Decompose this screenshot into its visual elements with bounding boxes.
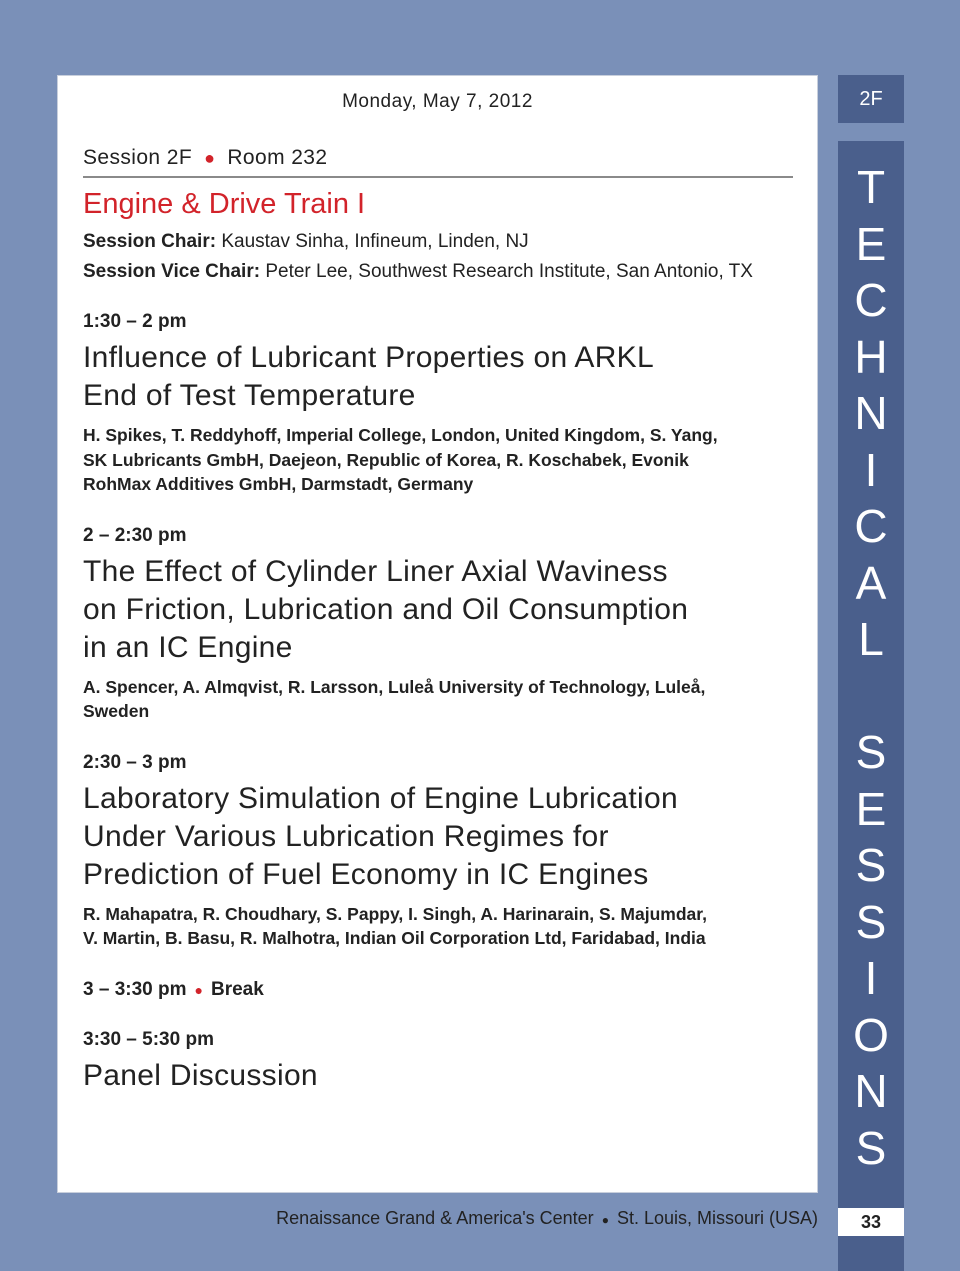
author-line: R. Mahapatra, R. Choudhary, S. Pappy, I. Singh, A. Harinarain, S. Majumdar, xyxy=(83,903,707,924)
session-vice-chair xyxy=(83,261,793,283)
bullet-icon: ● xyxy=(601,1213,609,1227)
bullet-icon: ● xyxy=(204,148,216,168)
sidebar-technical-sessions xyxy=(838,159,904,1176)
talk-title-line: Prediction of Fuel Economy in IC Engines xyxy=(83,857,649,891)
session-chair-name: Kaustav Sinha, Infineum, Linden, NJ xyxy=(221,231,529,252)
sidebar-letter: E xyxy=(855,782,887,835)
talk-3 xyxy=(83,752,793,951)
sidebar-letter: O xyxy=(853,1008,889,1061)
talk-authors xyxy=(83,423,793,497)
author-line: RohMax Additives GmbH, Darmstadt, Germany xyxy=(83,474,474,494)
talk-title-line: End of Test Temperature xyxy=(83,379,416,412)
author-line: V. Martin, B. Basu, R. Malhotra, Indian Oil Corporation Ltd, Faridabad, India xyxy=(83,928,706,948)
author-line: A. Spencer, A. Almqvist, R. Larsson, Luleå University of Technology, Luleå, xyxy=(83,676,706,697)
talk-2 xyxy=(83,525,793,724)
session-content xyxy=(83,188,793,1103)
talk-title-line: in an IC Engine xyxy=(83,630,293,664)
session-room-line xyxy=(83,146,793,178)
session-title: Engine & Drive Train I xyxy=(83,188,366,220)
sidebar-letter: L xyxy=(858,613,884,665)
talk-time: 1:30 – 2 pm xyxy=(83,311,187,332)
session-chair-label: Session Chair: xyxy=(83,231,217,252)
sidebar-letter: I xyxy=(864,952,878,1004)
panel-slot xyxy=(83,1029,793,1095)
program-page xyxy=(57,75,818,1193)
sidebar-letter: C xyxy=(854,274,888,326)
session-chair xyxy=(83,231,793,253)
talk-title-line: on Friction, Lubrication and Oil Consumption xyxy=(83,592,689,626)
sidebar-letter: S xyxy=(855,839,887,891)
panel-time: 3:30 – 5:30 pm xyxy=(83,1028,214,1050)
sidebar-letter: H xyxy=(854,330,888,383)
page-number: 33 xyxy=(838,1208,904,1236)
session-code: Session 2F xyxy=(83,146,193,169)
talk-time: 2 – 2:30 pm xyxy=(83,524,187,546)
talk-title-line: The Effect of Cylinder Liner Axial Waviness xyxy=(83,554,668,588)
sidebar-letter xyxy=(838,668,904,725)
break-time: 3 – 3:30 pm xyxy=(83,978,187,1000)
session-vice-chair-label: Session Vice Chair: xyxy=(83,261,261,282)
panel-title: Panel Discussion xyxy=(83,1058,318,1092)
sidebar-session-code: 2F xyxy=(838,75,904,123)
talk-title-line: Laboratory Simulation of Engine Lubrication xyxy=(83,781,678,815)
session-vice-chair-name: Peter Lee, Southwest Research Institute, San Antonio, TX xyxy=(265,261,753,282)
talk-title xyxy=(83,553,793,667)
sidebar-letter: A xyxy=(855,556,887,609)
talk-title xyxy=(83,780,793,894)
sidebar-letter: T xyxy=(856,161,886,213)
author-line: Sweden xyxy=(83,701,150,721)
talk-time: 2:30 – 3 pm xyxy=(83,751,187,773)
page-footer xyxy=(0,1208,818,1229)
footer-venue: Renaissance Grand & America's Center xyxy=(276,1208,594,1228)
author-line: SK Lubricants GmbH, Daejeon, Republic of Korea, R. Koschabek, Evonik xyxy=(83,449,689,470)
room-label: Room 232 xyxy=(227,146,328,169)
sidebar-letter: N xyxy=(854,387,888,439)
sidebar-letter: S xyxy=(855,895,887,948)
page-date: Monday, May 7, 2012 xyxy=(342,91,533,112)
bullet-icon: ● xyxy=(194,981,203,998)
sidebar-strip xyxy=(838,141,904,1271)
talk-title-line: Under Various Lubrication Regimes for xyxy=(83,819,609,853)
sidebar-letter: S xyxy=(855,726,887,778)
talk-authors xyxy=(83,675,793,724)
break-slot xyxy=(83,979,793,1001)
break-label: Break xyxy=(210,978,264,1000)
author-line: H. Spikes, T. Reddyhoff, Imperial College, London, United Kingdom, S. Yang, xyxy=(83,425,718,445)
sidebar-letter: C xyxy=(854,500,888,552)
sidebar-letter: S xyxy=(855,1121,887,1174)
footer-location: St. Louis, Missouri (USA) xyxy=(616,1208,818,1228)
sidebar-letter: N xyxy=(854,1065,888,1117)
talk-title-line: Influence of Lubricant Properties on ARKL xyxy=(83,341,654,374)
sidebar-letter: E xyxy=(855,217,887,270)
sidebar-letter: I xyxy=(864,443,878,496)
talk-title xyxy=(83,339,793,415)
talk-authors xyxy=(83,902,793,951)
talk-1 xyxy=(83,311,793,497)
